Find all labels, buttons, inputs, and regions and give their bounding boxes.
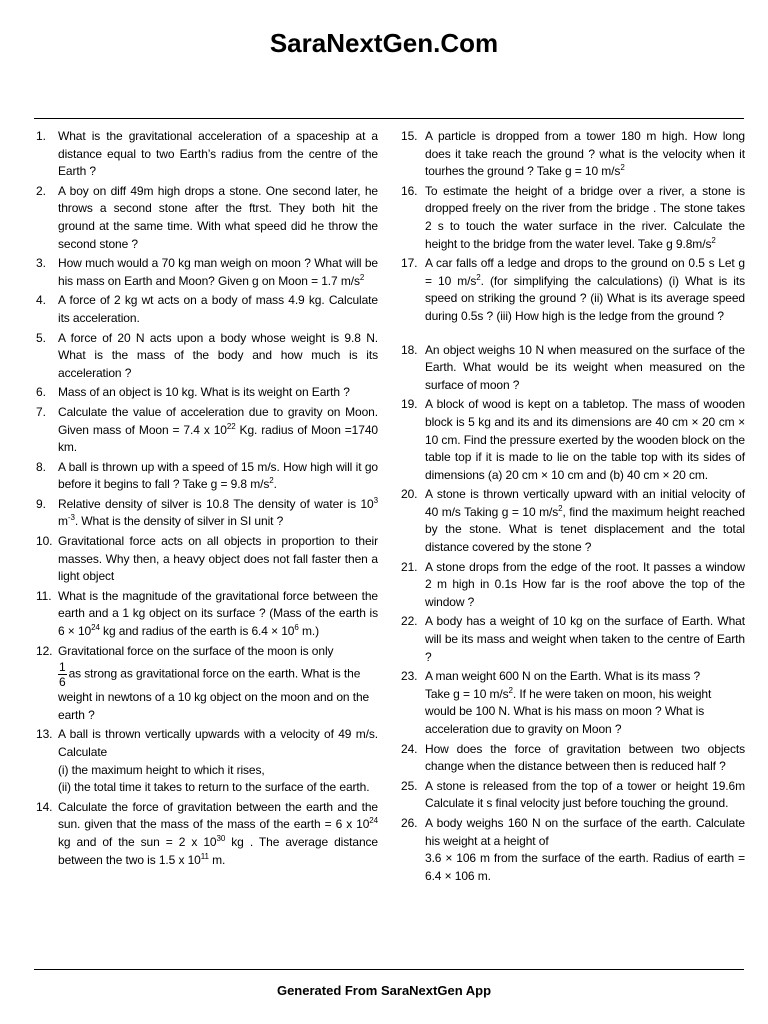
question-text: An object weighs 10 N when measured on the surface of the Earth. What would be its weight when measured on the surface of moon ? bbox=[425, 342, 745, 392]
question-15 bbox=[401, 128, 745, 181]
question-number: 25. bbox=[401, 778, 418, 793]
question-text: How much would a 70 kg man weigh on moon ? What will be his mass on Earth and Moon? Given g on Moon = 1.7 $m/s^2$ bbox=[58, 256, 378, 288]
question-number: 23. bbox=[401, 669, 418, 684]
question-number: 13. bbox=[36, 727, 53, 742]
question-text: Gravitational force on the surface of the moon is only $\frac{1}{6}$ as strong as gravitational force on the earth. What is the weight in newtons of a 10 kg object on the moon and on the earth ? bbox=[58, 643, 370, 722]
question-number: 1. bbox=[36, 129, 46, 143]
question-text: What is the magnitude of the gravitational force between the earth and a 1 kg object on its surface ? (Mass of the earth is $6 \times 10^{24}$ kg and radius of the earth is $6.4 \times 10^6$ m.) bbox=[58, 588, 378, 639]
question-number: 22. bbox=[401, 614, 418, 629]
question-text: A stone is released from the top of a tower or height 19.6m Calculate it s final velocity just before touching the ground. bbox=[425, 778, 745, 811]
fraction-one-sixth: $\frac{1}{6}$ bbox=[59, 660, 66, 690]
question-number: 8. bbox=[36, 459, 46, 474]
question-13 bbox=[36, 726, 378, 796]
question-number: 10. bbox=[36, 534, 53, 549]
question-number: 26. bbox=[401, 815, 418, 830]
question-text: A stone drops from the edge of the root. It passes a window 2 m high in 0.1s How far is the roof above the top of the window ? bbox=[425, 559, 745, 609]
question-14 bbox=[36, 799, 378, 869]
question-number: 19. bbox=[401, 397, 418, 412]
header-divider bbox=[34, 118, 744, 119]
question-text: A body has a weight of 10 kg on the surface of Earth. What will be its mass and weight when taken to the centre of Earth ? bbox=[425, 614, 745, 664]
question-text: Relative density of silver is 10.8 The density of water is $10^3$ $m^{-3}$. What is the density of silver in SI unit ? bbox=[58, 495, 378, 529]
question-text: Calculate the value of acceleration due to gravity on Moon. Given mass of Moon = 7.4 x $10^{22}$ Kg. radius of Moon =1740 km. bbox=[58, 404, 378, 455]
question-text: To estimate the height of a bridge over a river, a stone is dropped freely on the river from the bridge . The stone takes 2 s to touch the water surface in the river. Calculate the height to the bridge from the water level. Take g $9.8m/s^2$ bbox=[425, 183, 745, 251]
question-19 bbox=[401, 396, 745, 484]
question-number: 20. bbox=[401, 487, 418, 502]
question-22 bbox=[401, 613, 745, 666]
question-16 bbox=[401, 183, 745, 253]
question-number: 17. bbox=[401, 256, 418, 271]
question-text: A ball is thrown vertically upwards with a velocity of 49 m/s. Calculate (i) the maximum height to which it rises, (ii) the total time it takes to return to the surface of the earth. bbox=[58, 727, 378, 795]
question-text: A particle is dropped from a tower 180 m high. How long does it take reach the ground ? what is the velocity when it tourhes the ground ? Take g = 10 $m/s^2$ bbox=[425, 129, 745, 179]
question-number: 18. bbox=[401, 342, 418, 357]
question-2 bbox=[36, 183, 378, 253]
question-9 bbox=[36, 496, 378, 531]
question-1 bbox=[36, 128, 378, 181]
footer-divider bbox=[34, 969, 744, 970]
question-number: 21. bbox=[401, 559, 418, 574]
question-number: 2. bbox=[36, 183, 46, 198]
site-title: SaraNextGen.Com bbox=[269, 28, 499, 58]
question-10 bbox=[36, 533, 378, 586]
question-21 bbox=[401, 559, 745, 612]
footer-text: Generated From SaraNextGen App bbox=[276, 983, 492, 998]
question-number: 4. bbox=[36, 293, 46, 308]
question-column-right bbox=[401, 128, 745, 887]
spacer bbox=[401, 328, 745, 342]
question-11 bbox=[36, 588, 378, 641]
question-number: 5. bbox=[36, 330, 46, 345]
question-8 bbox=[36, 459, 378, 494]
question-number: 12. bbox=[36, 643, 53, 658]
question-text: Gravitational force acts on all objects in proportion to their masses. Why then, a heavy object does not fall faster then a light object bbox=[58, 534, 378, 584]
question-number: 11. bbox=[36, 588, 52, 603]
question-5 bbox=[36, 330, 378, 383]
question-7 bbox=[36, 404, 378, 457]
question-text: Mass of an object is 10 kg. What is its weight on Earth ? bbox=[58, 385, 350, 400]
question-text: A ball is thrown up with a speed of 15 m/s. How high will it go before it begins to fall ? Take g = 9.8 $m/s^2$. bbox=[58, 459, 378, 492]
question-26 bbox=[401, 815, 745, 885]
question-number: 14. bbox=[36, 799, 53, 814]
question-number: 7. bbox=[36, 404, 46, 419]
question-text: What is the gravitational acceleration of a spaceship at a distance equal to two Earth’s radius from the centre of the Earth ? bbox=[58, 129, 378, 179]
question-text: A stone is thrown vertically upward with an initial velocity of 40 m/s Taking g = 10 $m/s^2$, find the maximum height reached by the stone. What is tenet displacement and the total distance covered by the stone ? bbox=[425, 487, 745, 555]
question-number: 9. bbox=[36, 496, 46, 511]
question-24 bbox=[401, 741, 745, 776]
question-4 bbox=[36, 292, 378, 327]
question-text: A body weighs 160 N on the surface of the earth. Calculate his weight at a height of 3.6 × 106 m from the surface of the earth. Radius of earth = 6.4 × 106 m. bbox=[425, 815, 745, 883]
question-18 bbox=[401, 342, 745, 395]
question-number: 15. bbox=[401, 129, 418, 143]
question-number: 16. bbox=[401, 183, 418, 198]
question-3 bbox=[36, 255, 378, 290]
question-text: Calculate the force of gravitation between the earth and the sun. given that the mass of the mass of the earth = 6 x $10^{24}$ kg and of the sun = 2 x $10^{30}$ kg . The average distance between the two is 1.5 x $10^{11}$ m. bbox=[58, 799, 378, 867]
question-column-left bbox=[36, 128, 378, 871]
question-20 bbox=[401, 486, 745, 556]
question-6 bbox=[36, 384, 378, 402]
question-text: A force of 2 kg wt acts on a body of mass 4.9 kg. Calculate its acceleration. bbox=[58, 293, 378, 325]
question-number: 3. bbox=[36, 256, 46, 271]
question-number: 6. bbox=[36, 385, 46, 400]
question-12 bbox=[36, 643, 378, 725]
question-number: 24. bbox=[401, 741, 418, 756]
question-17 bbox=[401, 255, 745, 325]
question-text: A block of wood is kept on a tabletop. The mass of wooden block is 5 kg and its and its dimensions are 40 cm × 20 cm × 10 cm. Find the pressure exerted by the wooden block on the table top if it is made to lie on the table top with its sides of dimensions (a) 20 cm × 10 cm and (b) 40 cm × 20 cm. bbox=[425, 397, 745, 482]
question-text: A boy on diff 49m high drops a stone. One second later, he throws a second stone after the ftrst. They both hit the ground at the same time. With what speed did he throw the second stone ? bbox=[58, 183, 378, 251]
question-text: A car falls off a ledge and drops to the ground on 0.5 s Let g = 10 $m/s^2$. (for simplifying the calculations) (i) What is its speed on striking the ground ? (ii) What is its average speed during 0.5s ? (iii) How high is the ledge from the ground ? bbox=[425, 256, 745, 323]
question-25 bbox=[401, 778, 745, 813]
question-text: How does the force of gravitation between two objects change when the distance between then is reduced half ? bbox=[425, 741, 745, 774]
question-23 bbox=[401, 668, 745, 738]
question-text: A force of 20 N acts upon a body whose weight is 9.8 N. What is the mass of the body and how much is its acceleration ? bbox=[58, 330, 378, 380]
question-text: A man weight 600 N on the Earth. What is its mass ? Take g = 10 $m/s^2$. If he were taken on moon, his weight would be 100 N. What is his mass on moon ? What is acceleration due to gravity on Moon ? bbox=[425, 669, 712, 736]
